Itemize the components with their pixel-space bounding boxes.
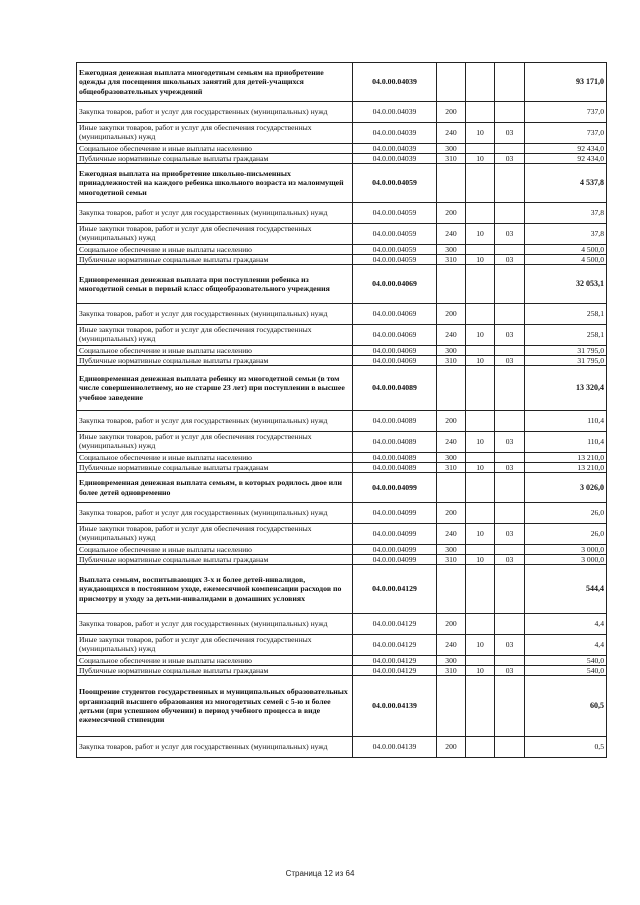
- cell-target-article: 04.0.00.04089: [353, 432, 437, 453]
- cell-target-article: 04.0.00.04059: [353, 245, 437, 255]
- table-row: [77, 356, 607, 366]
- cell-section: 10: [466, 123, 495, 144]
- table-row: [77, 666, 607, 676]
- cell-subsection: [495, 656, 525, 666]
- cell-name: Иные закупки товаров, работ и услуг для обеспечения государственных (муниципальных) нужд: [77, 123, 353, 144]
- cell-target-article: 04.0.00.04099: [353, 555, 437, 565]
- cell-subsection: 03: [495, 154, 525, 164]
- cell-name: Закупка товаров, работ и услуг для государственных (муниципальных) нужд: [77, 737, 353, 758]
- cell-subsection: [495, 164, 525, 203]
- cell-subsection: [495, 102, 525, 123]
- table-row: [77, 325, 607, 346]
- cell-section: 10: [466, 224, 495, 245]
- cell-section: [466, 737, 495, 758]
- cell-expense-type: 240: [437, 325, 466, 346]
- cell-section: [466, 203, 495, 224]
- cell-section: [466, 614, 495, 635]
- cell-expense-type: 240: [437, 123, 466, 144]
- cell-name: Социальное обеспечение и иные выплаты населению: [77, 453, 353, 463]
- cell-expense-type: 300: [437, 245, 466, 255]
- cell-amount: 13 210,0: [525, 453, 607, 463]
- cell-subsection: 03: [495, 255, 525, 265]
- cell-target-article: 04.0.00.04039: [353, 102, 437, 123]
- budget-table-body: [77, 63, 607, 758]
- cell-target-article: 04.0.00.04089: [353, 463, 437, 473]
- cell-target-article: 04.0.00.04099: [353, 545, 437, 555]
- cell-amount: 37,8: [525, 224, 607, 245]
- cell-expense-type: 310: [437, 356, 466, 366]
- cell-name: Выплата семьям, воспитывающих 3-х и более детей-инвалидов, нуждающихся в постоянном уходе, ежемесячной компенсации расходов по присмотру и уходу за детьми-инвалидами в домашних условиях: [77, 565, 353, 614]
- cell-name: Закупка товаров, работ и услуг для государственных (муниципальных) нужд: [77, 411, 353, 432]
- cell-expense-type: 300: [437, 144, 466, 154]
- cell-subsection: [495, 676, 525, 737]
- cell-expense-type: [437, 473, 466, 503]
- cell-target-article: 04.0.00.04099: [353, 503, 437, 524]
- cell-amount: 737,0: [525, 123, 607, 144]
- table-row-program: [77, 676, 607, 737]
- cell-target-article: 04.0.00.04139: [353, 737, 437, 758]
- budget-sheet: [76, 62, 606, 758]
- table-row: [77, 245, 607, 255]
- cell-expense-type: [437, 265, 466, 304]
- cell-subsection: 03: [495, 463, 525, 473]
- cell-section: [466, 346, 495, 356]
- cell-amount: 258,1: [525, 325, 607, 346]
- cell-subsection: [495, 366, 525, 411]
- cell-amount: 31 795,0: [525, 356, 607, 366]
- cell-section: 10: [466, 325, 495, 346]
- cell-target-article: 04.0.00.04099: [353, 473, 437, 503]
- cell-target-article: 04.0.00.04069: [353, 356, 437, 366]
- cell-amount: 13 320,4: [525, 366, 607, 411]
- cell-amount: 37,8: [525, 203, 607, 224]
- cell-expense-type: 240: [437, 635, 466, 656]
- table-row-program: [77, 265, 607, 304]
- cell-name: Публичные нормативные социальные выплаты гражданам: [77, 666, 353, 676]
- cell-target-article: 04.0.00.04089: [353, 411, 437, 432]
- cell-name: Публичные нормативные социальные выплаты гражданам: [77, 555, 353, 565]
- cell-amount: 3 026,0: [525, 473, 607, 503]
- cell-name: Иные закупки товаров, работ и услуг для обеспечения государственных (муниципальных) нужд: [77, 224, 353, 245]
- cell-expense-type: 300: [437, 545, 466, 555]
- cell-expense-type: 310: [437, 463, 466, 473]
- cell-amount: 0,5: [525, 737, 607, 758]
- cell-amount: 4 537,8: [525, 164, 607, 203]
- cell-name: Социальное обеспечение и иные выплаты населению: [77, 144, 353, 154]
- cell-amount: 26,0: [525, 524, 607, 545]
- table-row-program: [77, 63, 607, 102]
- cell-name: Публичные нормативные социальные выплаты гражданам: [77, 154, 353, 164]
- cell-target-article: 04.0.00.04039: [353, 123, 437, 144]
- cell-subsection: 03: [495, 666, 525, 676]
- cell-target-article: 04.0.00.04059: [353, 203, 437, 224]
- cell-subsection: [495, 245, 525, 255]
- cell-subsection: 03: [495, 635, 525, 656]
- cell-subsection: 03: [495, 325, 525, 346]
- cell-subsection: [495, 614, 525, 635]
- cell-target-article: 04.0.00.04069: [353, 346, 437, 356]
- table-row: [77, 453, 607, 463]
- budget-table: [76, 62, 607, 758]
- cell-target-article: 04.0.00.04089: [353, 453, 437, 463]
- cell-target-article: 04.0.00.04129: [353, 565, 437, 614]
- table-row: [77, 346, 607, 356]
- cell-expense-type: 200: [437, 503, 466, 524]
- cell-target-article: 04.0.00.04059: [353, 224, 437, 245]
- cell-subsection: [495, 411, 525, 432]
- cell-subsection: [495, 453, 525, 463]
- table-row: [77, 411, 607, 432]
- cell-name: Ежегодная выплата на приобретение школьно-письменных принадлежностей на каждого ребенка школьного возраста из малоимущей многодетной семьи: [77, 164, 353, 203]
- cell-amount: 93 171,0: [525, 63, 607, 102]
- table-row: [77, 614, 607, 635]
- cell-subsection: [495, 565, 525, 614]
- cell-section: [466, 545, 495, 555]
- cell-subsection: 03: [495, 524, 525, 545]
- cell-name: Иные закупки товаров, работ и услуг для обеспечения государственных (муниципальных) нужд: [77, 325, 353, 346]
- cell-name: Единовременная денежная выплата при поступлении ребенка из многодетной семьи в первый класс общеобразовательного учреждения: [77, 265, 353, 304]
- cell-section: [466, 366, 495, 411]
- cell-amount: 4 500,0: [525, 245, 607, 255]
- cell-name: Иные закупки товаров, работ и услуг для обеспечения государственных (муниципальных) нужд: [77, 432, 353, 453]
- cell-name: Ежегодная денежная выплата многодетным семьям на приобретение одежды для посещения школьных занятий для детей-учащихся общеобразовательных учреждений: [77, 63, 353, 102]
- table-row: [77, 144, 607, 154]
- table-row: [77, 524, 607, 545]
- cell-target-article: 04.0.00.04039: [353, 154, 437, 164]
- cell-amount: 544,4: [525, 565, 607, 614]
- cell-expense-type: 200: [437, 102, 466, 123]
- cell-name: Иные закупки товаров, работ и услуг для обеспечения государственных (муниципальных) нужд: [77, 524, 353, 545]
- cell-name: Закупка товаров, работ и услуг для государственных (муниципальных) нужд: [77, 102, 353, 123]
- cell-amount: 13 210,0: [525, 463, 607, 473]
- cell-expense-type: 200: [437, 203, 466, 224]
- cell-section: [466, 565, 495, 614]
- cell-expense-type: 200: [437, 411, 466, 432]
- table-row: [77, 304, 607, 325]
- cell-section: 10: [466, 356, 495, 366]
- cell-target-article: 04.0.00.04129: [353, 666, 437, 676]
- cell-subsection: 03: [495, 432, 525, 453]
- table-row: [77, 203, 607, 224]
- table-row: [77, 224, 607, 245]
- cell-expense-type: 200: [437, 614, 466, 635]
- cell-target-article: 04.0.00.04129: [353, 614, 437, 635]
- cell-subsection: [495, 503, 525, 524]
- cell-amount: 4,4: [525, 614, 607, 635]
- table-row: [77, 154, 607, 164]
- cell-expense-type: [437, 164, 466, 203]
- cell-subsection: [495, 304, 525, 325]
- cell-name: Публичные нормативные социальные выплаты гражданам: [77, 255, 353, 265]
- page-footer: Страница 12 из 64: [285, 869, 355, 878]
- cell-name: Социальное обеспечение и иные выплаты населению: [77, 545, 353, 555]
- cell-name: Социальное обеспечение и иные выплаты населению: [77, 346, 353, 356]
- cell-amount: 737,0: [525, 102, 607, 123]
- cell-section: [466, 676, 495, 737]
- table-row-program: [77, 473, 607, 503]
- cell-target-article: 04.0.00.04129: [353, 656, 437, 666]
- cell-target-article: 04.0.00.04129: [353, 635, 437, 656]
- cell-target-article: 04.0.00.04099: [353, 524, 437, 545]
- cell-expense-type: [437, 676, 466, 737]
- cell-section: [466, 503, 495, 524]
- cell-subsection: 03: [495, 123, 525, 144]
- cell-amount: 110,4: [525, 432, 607, 453]
- table-row: [77, 255, 607, 265]
- table-row: [77, 545, 607, 555]
- cell-expense-type: 300: [437, 346, 466, 356]
- cell-target-article: 04.0.00.04069: [353, 265, 437, 304]
- cell-subsection: [495, 63, 525, 102]
- cell-amount: 92 434,0: [525, 144, 607, 154]
- cell-subsection: [495, 144, 525, 154]
- cell-section: 10: [466, 635, 495, 656]
- cell-name: Закупка товаров, работ и услуг для государственных (муниципальных) нужд: [77, 203, 353, 224]
- cell-section: 10: [466, 154, 495, 164]
- cell-expense-type: 300: [437, 453, 466, 463]
- cell-amount: 60,5: [525, 676, 607, 737]
- table-row-program: [77, 565, 607, 614]
- cell-subsection: 03: [495, 224, 525, 245]
- cell-subsection: [495, 545, 525, 555]
- cell-section: 10: [466, 463, 495, 473]
- cell-expense-type: [437, 565, 466, 614]
- table-row-program: [77, 366, 607, 411]
- cell-name: Единовременная денежная выплата ребенку из многодетной семьи (в том числе совершеннолетнему, но не старше 23 лет) при поступлении в высшее учебное заведение: [77, 366, 353, 411]
- table-row: [77, 555, 607, 565]
- cell-expense-type: 240: [437, 524, 466, 545]
- table-row-program: [77, 164, 607, 203]
- cell-name: Поощрение студентов государственных и муниципальных образовательных организаций высшего образования из многодетных семей с 5-ю и более детьми (при успешном обучении) в период учебного процесса в виде ежемесячной стипендии: [77, 676, 353, 737]
- cell-expense-type: 310: [437, 154, 466, 164]
- cell-expense-type: 240: [437, 432, 466, 453]
- cell-target-article: 04.0.00.04039: [353, 144, 437, 154]
- cell-section: [466, 245, 495, 255]
- cell-section: [466, 656, 495, 666]
- cell-name: Закупка товаров, работ и услуг для государственных (муниципальных) нужд: [77, 614, 353, 635]
- cell-subsection: [495, 265, 525, 304]
- cell-amount: 32 053,1: [525, 265, 607, 304]
- cell-subsection: [495, 203, 525, 224]
- cell-expense-type: [437, 366, 466, 411]
- cell-section: [466, 63, 495, 102]
- cell-amount: 92 434,0: [525, 154, 607, 164]
- cell-name: Публичные нормативные социальные выплаты гражданам: [77, 463, 353, 473]
- table-row: [77, 463, 607, 473]
- cell-expense-type: 300: [437, 656, 466, 666]
- table-row: [77, 102, 607, 123]
- cell-name: Иные закупки товаров, работ и услуг для обеспечения государственных (муниципальных) нужд: [77, 635, 353, 656]
- cell-amount: 3 000,0: [525, 545, 607, 555]
- cell-section: [466, 453, 495, 463]
- table-row: [77, 123, 607, 144]
- cell-target-article: 04.0.00.04069: [353, 304, 437, 325]
- cell-section: [466, 304, 495, 325]
- cell-amount: 258,1: [525, 304, 607, 325]
- cell-section: 10: [466, 524, 495, 545]
- cell-expense-type: 310: [437, 555, 466, 565]
- table-row: [77, 503, 607, 524]
- table-row: [77, 635, 607, 656]
- cell-expense-type: 200: [437, 304, 466, 325]
- cell-subsection: 03: [495, 356, 525, 366]
- cell-section: 10: [466, 255, 495, 265]
- cell-expense-type: [437, 63, 466, 102]
- cell-section: [466, 102, 495, 123]
- cell-subsection: [495, 737, 525, 758]
- cell-amount: 540,0: [525, 666, 607, 676]
- cell-section: 10: [466, 555, 495, 565]
- cell-section: [466, 164, 495, 203]
- cell-subsection: [495, 346, 525, 356]
- cell-section: 10: [466, 432, 495, 453]
- cell-name: Социальное обеспечение и иные выплаты населению: [77, 656, 353, 666]
- cell-target-article: 04.0.00.04059: [353, 255, 437, 265]
- table-row: [77, 432, 607, 453]
- cell-amount: 4 500,0: [525, 255, 607, 265]
- cell-target-article: 04.0.00.04059: [353, 164, 437, 203]
- cell-amount: 540,0: [525, 656, 607, 666]
- cell-subsection: 03: [495, 555, 525, 565]
- cell-section: [466, 411, 495, 432]
- cell-target-article: 04.0.00.04089: [353, 366, 437, 411]
- cell-section: [466, 473, 495, 503]
- cell-subsection: [495, 473, 525, 503]
- cell-amount: 4,4: [525, 635, 607, 656]
- cell-name: Публичные нормативные социальные выплаты гражданам: [77, 356, 353, 366]
- cell-name: Социальное обеспечение и иные выплаты населению: [77, 245, 353, 255]
- cell-expense-type: 310: [437, 255, 466, 265]
- cell-target-article: 04.0.00.04139: [353, 676, 437, 737]
- cell-expense-type: 310: [437, 666, 466, 676]
- cell-section: [466, 144, 495, 154]
- cell-amount: 26,0: [525, 503, 607, 524]
- table-row: [77, 737, 607, 758]
- table-row: [77, 656, 607, 666]
- cell-name: Единовременная денежная выплата семьям, в которых родилось двое или более детей одновременно: [77, 473, 353, 503]
- cell-name: Закупка товаров, работ и услуг для государственных (муниципальных) нужд: [77, 304, 353, 325]
- cell-amount: 31 795,0: [525, 346, 607, 356]
- cell-section: 10: [466, 666, 495, 676]
- cell-name: Закупка товаров, работ и услуг для государственных (муниципальных) нужд: [77, 503, 353, 524]
- cell-expense-type: 240: [437, 224, 466, 245]
- cell-target-article: 04.0.00.04039: [353, 63, 437, 102]
- cell-amount: 110,4: [525, 411, 607, 432]
- cell-section: [466, 265, 495, 304]
- cell-amount: 3 000,0: [525, 555, 607, 565]
- cell-target-article: 04.0.00.04069: [353, 325, 437, 346]
- cell-expense-type: 200: [437, 737, 466, 758]
